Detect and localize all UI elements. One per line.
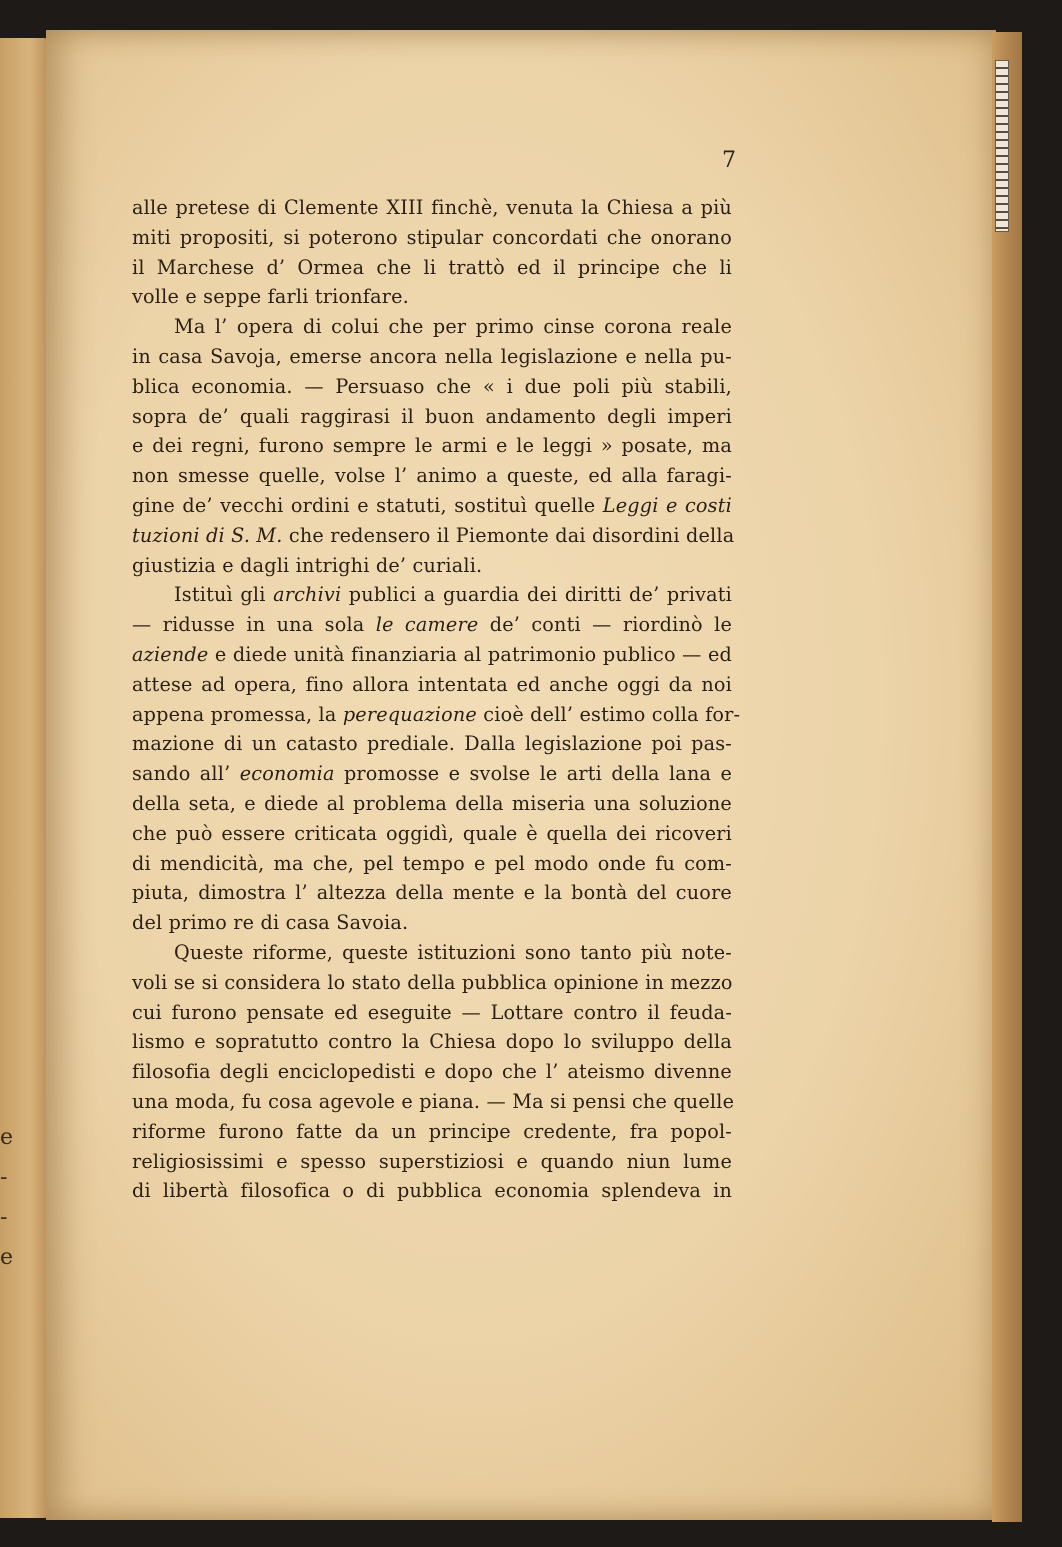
text-segment: sando all’: [132, 762, 240, 786]
text-line: [132, 878, 732, 908]
text-segment: de’ conti — riordinò le: [478, 613, 733, 637]
text-segment: della seta, e diede al problema della miseria una soluzione: [132, 791, 732, 815]
text-segment: blica economia. — Persuaso che « i due poli più stabili,: [132, 374, 732, 398]
text-line: [132, 312, 732, 342]
text-segment: appena promessa, la: [132, 702, 343, 726]
text-line: [132, 491, 732, 521]
margin-mark: -: [0, 1165, 8, 1190]
italic-text: le camere: [375, 613, 479, 637]
italic-text: archivi: [273, 583, 342, 607]
left-page-edge: [0, 38, 50, 1518]
text-line: [132, 551, 732, 581]
text-segment: di libertà filosofica o di pubblica economia splendeva in: [132, 1179, 732, 1203]
text-segment: cui furono pensate ed eseguite — Lottare contro il feuda-: [132, 1000, 732, 1024]
text-line: [132, 789, 732, 819]
text-segment: riforme furono fatte da un principe credente, fra popol-: [132, 1119, 732, 1143]
right-page-edges: [992, 32, 1022, 1522]
italic-text: Leggi e costi: [602, 493, 732, 517]
text-line: [132, 580, 732, 610]
text-segment: gine de’ vecchi ordini e statuti, sostituì quelle: [132, 493, 603, 517]
text-segment: il Marchese d’ Ormea che li trattò ed il principe che li: [132, 255, 732, 279]
left-margin-marks: [0, 1118, 12, 1278]
text-segment: voli se si considera lo stato della pubblica opinione in mezzo: [132, 970, 733, 994]
text-segment: una moda, fu cosa agevole e piana. — Ma si pensi che quelle: [132, 1089, 735, 1113]
text-segment: giustizia e dagli intrighi de’ curiali.: [132, 553, 483, 577]
text-line: [132, 402, 732, 432]
italic-text: aziende: [132, 642, 209, 666]
text-segment: — ridusse in una sola: [132, 613, 376, 637]
text-line: [132, 1087, 735, 1117]
text-segment: lismo e sopratutto contro la Chiesa dopo lo sviluppo della: [132, 1030, 732, 1054]
text-line: [132, 431, 732, 461]
text-line: [132, 938, 732, 968]
text-segment: in casa Savoja, emerse ancora nella legislazione e nella pu-: [132, 344, 732, 368]
text-segment: religiosissimi e spesso superstiziosi e quando niun lume: [132, 1149, 732, 1173]
margin-mark: -: [0, 1205, 8, 1230]
text-segment: e dei regni, furono sempre le armi e le leggi » posate, ma: [132, 434, 732, 458]
text-segment: piuta, dimostra l’ altezza della mente e la bontà del cuore: [132, 881, 732, 905]
text-line: [132, 1027, 732, 1057]
text-line: [132, 372, 732, 402]
text-segment: del primo re di casa Savoia.: [132, 911, 409, 935]
text-segment: cioè dell’ estimo colla for-: [476, 702, 741, 726]
text-segment: Ma l’ opera di colui che per primo cinse corona reale: [174, 315, 732, 339]
text-line: [132, 223, 732, 253]
text-line: [132, 640, 732, 670]
text-line: [132, 610, 732, 640]
text-segment: publici a guardia dei diritti de’ privati: [341, 583, 732, 607]
text-segment: di mendicità, ma che, pel tempo e pel modo onde fu com-: [132, 851, 732, 875]
text-line: [132, 253, 732, 283]
page-number: 7: [722, 148, 736, 173]
text-line: [132, 759, 732, 789]
text-segment: sopra de’ quali raggirasi il buon andamento degli imperi: [132, 404, 732, 428]
text-line: [132, 1057, 732, 1087]
text-segment: attese ad opera, fino allora intentata ed anche oggi da noi: [132, 672, 732, 696]
text-line: [132, 670, 732, 700]
text-segment: Queste riforme, queste istituzioni sono tanto più note-: [174, 940, 732, 964]
text-segment: miti propositi, si poterono stipular concordati che onorano: [132, 225, 732, 249]
body-text: [132, 193, 741, 1206]
margin-mark: e: [0, 1125, 14, 1150]
text-line: [132, 1176, 732, 1206]
text-segment: volle e seppe farli trionfare.: [132, 285, 409, 309]
text-segment: Istituì gli: [174, 583, 274, 607]
text-segment: che redensero il Piemonte dai disordini della: [282, 523, 735, 547]
text-line: [132, 342, 732, 372]
text-line: [132, 1147, 732, 1177]
italic-text: economia: [239, 762, 335, 786]
italic-text: tuzioni di S. M.: [132, 523, 283, 547]
text-line: [132, 1117, 732, 1147]
text-line: [132, 521, 735, 551]
text-line: [132, 282, 732, 312]
text-line: [132, 998, 732, 1028]
text-line: [132, 461, 732, 491]
text-segment: che può essere criticata oggidì, quale è quella dei ricoveri: [132, 821, 732, 845]
text-line: [132, 193, 732, 223]
text-line: [132, 819, 732, 849]
text-line: [132, 908, 732, 938]
text-segment: e diede unità finanziaria al patrimonio publico — ed: [208, 642, 732, 666]
text-line: [132, 968, 732, 998]
text-segment: alle pretese di Clemente XIII finchè, venuta la Chiesa a più: [132, 196, 732, 219]
text-line: [132, 849, 732, 879]
italic-text: perequazione: [342, 702, 477, 726]
text-segment: filosofia degli enciclopedisti e dopo che l’ ateismo divenne: [132, 1060, 732, 1084]
text-line: [132, 729, 732, 759]
text-segment: mazione di un catasto prediale. Dalla legislazione poi pas-: [132, 732, 732, 756]
text-segment: promosse e svolse le arti della lana e: [334, 762, 732, 786]
margin-mark: e: [0, 1245, 14, 1270]
text-segment: non smesse quelle, volse l’ animo a queste, ed alla faragi-: [132, 464, 732, 488]
binding-ruler-strip: [995, 60, 1009, 232]
text-line: [132, 700, 741, 730]
